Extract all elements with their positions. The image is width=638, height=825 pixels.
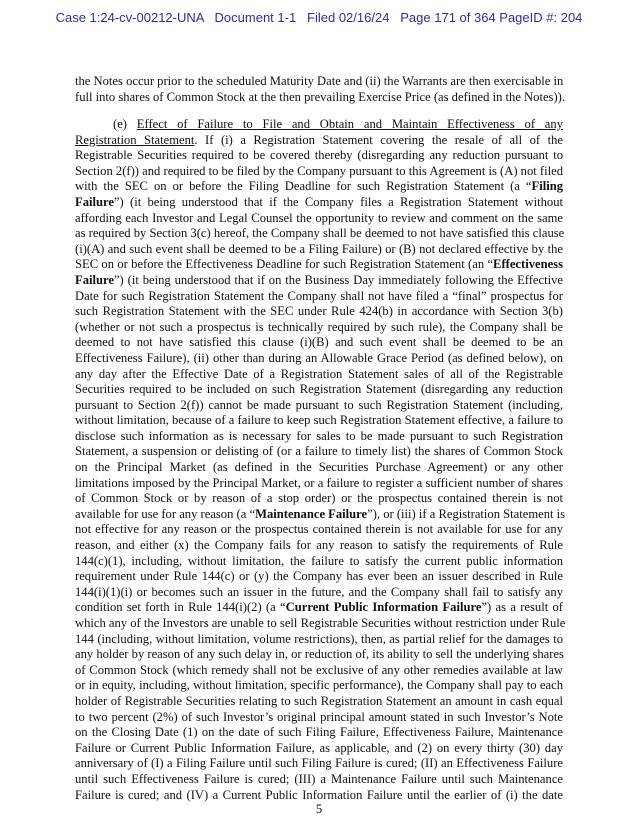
text-segment: Registrable Securities required to be covered thereby (disregarding any reduction pursuant to — [75, 148, 563, 163]
text-segment: until such Effectiveness Failure is cured; (III) a Maintenance Failure until such Maintenance — [75, 771, 563, 786]
text-segment: ”) as a result of — [481, 600, 563, 615]
defined-term: Effectiveness — [493, 257, 563, 272]
text-segment: on the Closing Date (1) on the date of such Filing Failure, Effectiveness Failure, Maintenance — [75, 725, 563, 740]
text-segment: pursuant to Section 2(f)) cannot be made pursuant to such Registration Statement (including, — [75, 397, 563, 412]
text-segment: holder of Registrable Securities relating to such Registration Statement an amount in cash equal — [75, 693, 563, 708]
text-segment: (i)(A) and such event shall be deemed to be a Filing Failure) or (B) not declared effective by the — [75, 241, 563, 256]
text-line — [75, 289, 563, 305]
text-line — [75, 460, 563, 476]
court-filing-header-stamp: Case 1:24-cv-00212-UNA Document 1-1 Filed 02/16/24 Page 171 of 364 PageID #: 204 — [55, 10, 583, 25]
text-segment: . If (i) a Registration Statement covering the resale of all of the — [194, 132, 563, 147]
text-line — [75, 616, 566, 632]
text-line — [75, 90, 563, 106]
text-segment: anniversary of (I) a Filing Failure until such Filing Failure is cured; (II) an Effectiveness Failure — [75, 756, 563, 771]
text-line — [75, 678, 563, 694]
text-line — [75, 506, 566, 523]
paragraph-continuation — [75, 74, 563, 105]
text-line — [75, 398, 563, 414]
text-segment: Failure or Current Public Information Failure, as applicable, and (2) on every thirty (30) day — [75, 740, 563, 755]
text-line — [75, 444, 563, 460]
text-segment: disclose such information as is necessary for sales to be made pursuant to such Registration — [75, 428, 563, 443]
section-heading: Registration Statement — [75, 132, 195, 147]
text-line — [75, 257, 563, 273]
text-segment: or in equity, including, without limitation, specific performance), the Company shall pay to each — [75, 678, 563, 693]
text-line — [75, 632, 563, 648]
text-line — [75, 725, 563, 741]
text-segment: reason, and either (x) the Company fails for any reason to satisfy the requirements of Rule — [75, 538, 563, 553]
page-number: 5 — [315, 802, 323, 816]
text-line — [75, 117, 563, 133]
text-segment: 144(c)(1), including, without limitation, the failure to satisfy the current public information — [75, 553, 563, 568]
text-segment: condition set forth in Rule 144(i)(2) (a “ — [75, 600, 286, 615]
text-line — [75, 195, 563, 211]
defined-term: Failure — [75, 272, 114, 287]
defined-term: Maintenance Failure — [255, 506, 368, 521]
section-heading: Effect of Failure to File and Obtain and Maintain Effectiveness of any — [136, 117, 563, 131]
text-line — [75, 647, 563, 663]
text-line — [75, 522, 563, 538]
text-segment: which any of the Investors are unable to sell Registrable Securities without restriction under Rule — [75, 616, 566, 630]
text-line — [75, 335, 563, 351]
text-line — [75, 772, 563, 788]
text-segment: to two percent (2%) of such Investor’s original principal amount stated in such Investor’s Note — [75, 709, 563, 724]
text-line — [75, 367, 563, 383]
text-segment: requirement under Rule 144(c) or (y) the Company has ever been an issuer described in Rule — [75, 569, 563, 584]
text-line — [75, 788, 563, 804]
text-segment: with the SEC on or before the Filing Deadline for such Registration Statement (a “ — [75, 179, 532, 194]
text-segment: full into shares of Common Stock at the then prevailing Exercise Price (as defined in the Notes)). — [75, 89, 565, 104]
text-segment: any day after the Effective Date of a Registration Statement sales of all of the Registrable — [75, 366, 563, 381]
text-line — [75, 491, 563, 507]
text-segment: (e) — [113, 117, 137, 131]
defined-term: Failure — [75, 194, 114, 209]
text-line — [75, 133, 563, 149]
paragraph-e-effect-of-failure — [75, 117, 566, 803]
text-segment: Statement, a suspension or delisting of (or a failure to timely list) the shares of Common Stock — [75, 444, 563, 459]
text-segment: Section 2(f)) and required to be filed by the Company pursuant to this Agreement is (A) not filed — [75, 163, 563, 178]
text-line — [75, 663, 563, 679]
text-segment: limitations imposed by the Principal Market, or a failure to register a sufficient number of shares — [75, 475, 563, 490]
text-line — [75, 476, 563, 492]
text-segment: of Common Stock (which remedy shall not be exclusive of any other remedies available at law — [75, 662, 563, 677]
text-line — [75, 148, 563, 164]
text-line — [75, 226, 563, 242]
text-segment: without limitation, because of a failure to keep such Registration Statement effective, a failure to — [75, 413, 563, 428]
text-segment: SEC on or before the Effectiveness Deadline for such Registration Statement (an “ — [75, 257, 494, 272]
text-segment: ”) (it being understood that if the Company files a Registration Statement without — [113, 194, 563, 209]
text-segment: ”) (it being understood that if on the Business Day immediately following the Effective — [113, 272, 563, 287]
text-line — [75, 382, 563, 398]
text-line — [75, 74, 563, 90]
text-line — [75, 413, 563, 429]
text-line — [75, 569, 563, 585]
text-line — [75, 710, 563, 726]
text-line — [75, 694, 563, 710]
text-segment: of Common Stock or by reason of a stop order) or the prospectus contained therein is not — [75, 491, 563, 506]
text-line — [75, 351, 563, 367]
text-line — [75, 273, 563, 289]
text-line — [75, 320, 563, 336]
text-line — [75, 600, 563, 616]
text-line — [75, 242, 563, 258]
text-segment: Effectiveness Failure), (ii) other than during an Allowable Grace Period (as defined below), on — [75, 350, 563, 365]
text-segment: Securities required to be included on such Registration Statement (disregarding any reduction — [75, 382, 563, 397]
text-segment: Date for such Registration Statement the Company shall not have filed a “final” prospectus for — [75, 288, 563, 303]
text-segment: such Registration Statement with the SEC under Rule 424(b) in accordance with Section 3(b) — [75, 304, 563, 319]
text-segment: as required by Section 3(c) hereof, the Company shall be deemed to not have satisfied this clause — [75, 226, 565, 241]
text-line — [75, 585, 563, 601]
defined-term: Current Public Information Failure — [285, 600, 482, 615]
text-line — [75, 756, 563, 772]
text-segment: (whether or not such a prospectus is technically required by such rule), the Company shall be — [75, 319, 563, 334]
text-segment: 144 (including, without limitation, volume restrictions), then, as partial relief for the damages to — [75, 631, 563, 646]
text-line — [75, 179, 563, 195]
text-line — [75, 538, 563, 554]
text-segment: any holder by reason of any such delay in, or reduction of, its ability to sell the underlying shares — [75, 647, 564, 662]
text-segment: not effective for any reason or the prospectus contained therein is not available for use for any — [75, 522, 563, 537]
text-line — [75, 164, 563, 180]
text-segment: affording each Investor and Legal Counsel the opportunity to review and comment on the same — [75, 210, 563, 225]
text-segment: available for use for any reason (a “ — [75, 506, 256, 521]
defined-term: Filing — [531, 179, 563, 194]
text-segment: Failure is cured; and (IV) a Current Public Information Failure until the earlier of (i) the date — [75, 787, 563, 802]
text-line — [75, 429, 563, 445]
text-segment: on the Principal Market (as defined in the Securities Purchase Agreement) or any other — [75, 460, 563, 475]
text-segment: deemed to not have satisfied this clause (i)(B) and such event shall be deemed to be an — [75, 335, 563, 350]
text-segment: ”), or (iii) if a Registration Statement is — [367, 506, 566, 521]
text-line — [75, 741, 563, 757]
text-line — [75, 554, 563, 570]
text-line — [75, 304, 563, 320]
text-line — [75, 211, 563, 227]
text-segment: the Notes occur prior to the scheduled Maturity Date and (ii) the Warrants are then exercisable in — [75, 74, 564, 88]
text-segment: 144(i)(1)(i) or becomes such an issuer in the future, and the Company shall fail to satisfy any — [75, 584, 563, 599]
